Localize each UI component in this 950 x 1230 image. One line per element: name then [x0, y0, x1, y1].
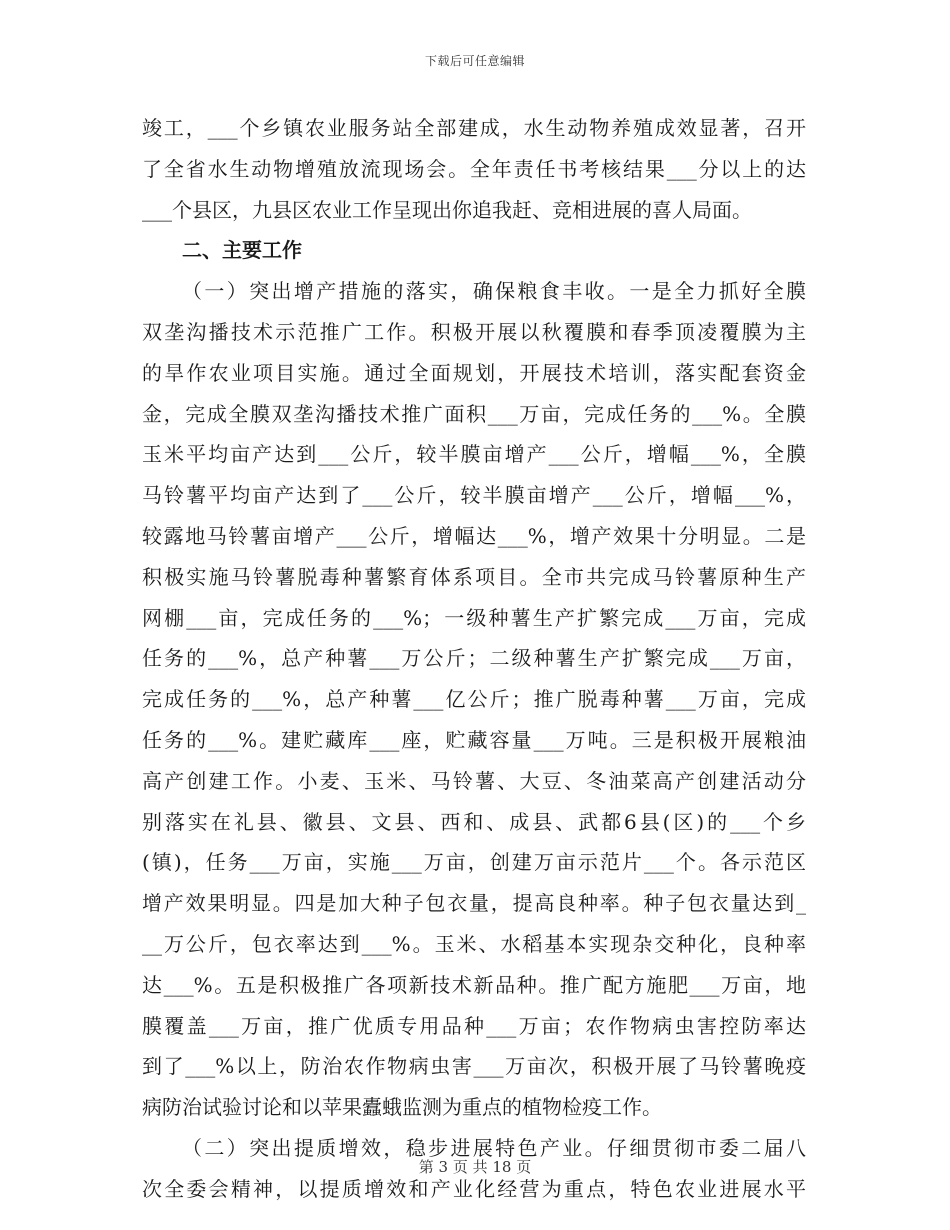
text-line: 玉米平均亩产达到___公斤，较半膜亩增产___公斤，增幅___%，全膜: [142, 442, 806, 467]
text-line: 到了___%以上，防治农作物病虫害___万亩次，积极开展了马铃薯晚疫: [142, 1054, 806, 1079]
text-line: 了全省水生动物增殖放流现场会。全年责任书考核结果___分以上的达: [142, 156, 806, 181]
text-line: 积极实施马铃薯脱毒种薯繁育体系项目。全市共完成马铃薯原种生产: [142, 564, 806, 589]
text-line: 高产创建工作。小麦、玉米、马铃薯、大豆、冬油菜高产创建活动分: [142, 768, 806, 793]
paragraph-first-line: （一）突出增产措施的落实，确保粮食丰收。一是全力抓好全膜: [182, 279, 806, 304]
text-line: 达___%。五是积极推广各项新技术新品种。推广配方施肥___万亩，地: [142, 972, 806, 997]
text-line: 次全委会精神，以提质增效和产业化经营为重点，特色农业进展水平: [142, 1176, 806, 1201]
text-line: 别落实在礼县、徽县、文县、西和、成县、武都6县(区)的___个乡: [142, 809, 806, 834]
section-heading: 二、主要工作: [182, 238, 302, 263]
text-line: 膜覆盖___万亩，推广优质专用品种___万亩；农作物病虫害控防率达: [142, 1013, 806, 1038]
text-line: 任务的___%，总产种薯___万公斤；二级种薯生产扩繁完成___万亩，: [142, 646, 806, 671]
text-line: 竣工，___个乡镇农业服务站全部建成，水生动物养殖成效显著，召开: [142, 116, 806, 140]
text-line: 较露地马铃薯亩增产___公斤，增幅达___%，增产效果十分明显。二是: [142, 523, 806, 548]
page-number: 第 3 页 共 18 页: [418, 1158, 532, 1176]
paragraph-first-line: （二）突出提质增效，稳步进展特色产业。仔细贯彻市委二届八: [182, 1135, 806, 1160]
text-line: 病防治试验讨论和以苹果蠹蛾监测为重点的植物检疫工作。: [142, 1095, 662, 1120]
text-line: 完成任务的___%，总产种薯___亿公斤；推广脱毒种薯___万亩，完成: [142, 687, 806, 712]
document-body: [142, 108, 806, 1210]
text-line: (镇)，任务___万亩，实施___万亩，创建万亩示范片___个。各示范区: [142, 850, 806, 875]
text-line: __万公斤，包衣率达到___%。玉米、水稻基本实现杂交种化，良种率: [142, 931, 806, 956]
text-line: 马铃薯平均亩产达到了___公斤，较半膜亩增产___公斤，增幅___%，: [142, 483, 806, 508]
page-header-note: 下载后可任意编辑: [424, 54, 525, 68]
text-line: 网棚___亩，完成任务的___%；一级种薯生产扩繁完成___万亩，完成: [142, 605, 806, 630]
text-line: 金，完成全膜双垄沟播技术推广面积___万亩，完成任务的___%。全膜: [142, 401, 806, 426]
text-line: 任务的___%。建贮藏库___座，贮藏容量___万吨。三是积极开展粮油: [142, 727, 806, 752]
text-line: 双垄沟播技术示范推广工作。积极开展以秋覆膜和春季顶凌覆膜为主: [142, 319, 806, 344]
text-line: 增产效果明显。四是加大种子包衣量，提高良种率。种子包衣量达到_: [142, 891, 806, 916]
text-line: ___个县区，九县区农业工作呈现出你追我赶、竞相进展的喜人局面。: [142, 197, 752, 222]
text-line: 的旱作农业项目实施。通过全面规划，开展技术培训，落实配套资金: [142, 360, 806, 385]
